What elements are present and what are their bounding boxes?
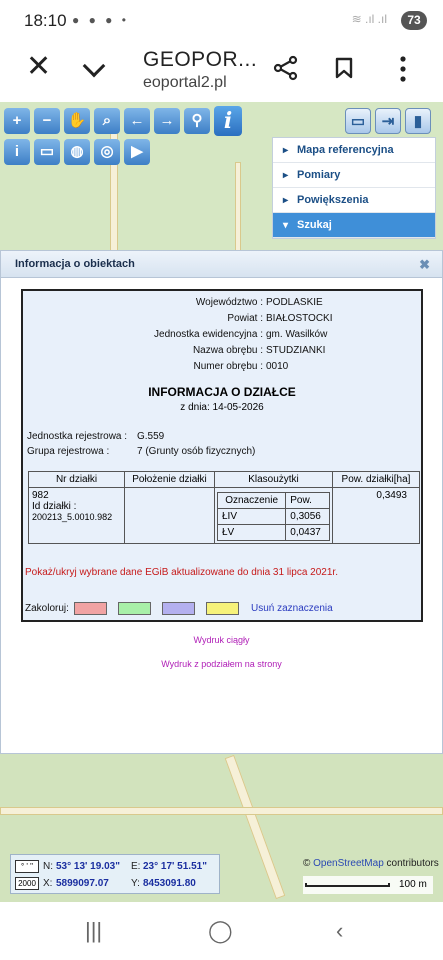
parcel-id-label: Id działki : (32, 501, 77, 512)
table-row (29, 488, 420, 544)
zoom-in-icon[interactable]: + (4, 108, 30, 134)
e-label: E: (131, 861, 141, 872)
print-continuous-link[interactable]: Wydruk ciągły (193, 635, 250, 645)
zoom-window-icon[interactable]: ⌕ (94, 108, 120, 134)
map-toolbar (4, 106, 244, 166)
reg-unit-label: Jednostka rejestrowa : (27, 431, 128, 442)
color-swatch-yellow[interactable] (206, 602, 239, 615)
parcel-number-cell (29, 488, 125, 544)
n-label: N: (43, 861, 53, 872)
globe-icon[interactable]: ◍ (64, 139, 90, 165)
field-key: Powiat : (227, 313, 263, 324)
object-info-dialog (0, 250, 443, 754)
land-class-table (217, 492, 330, 541)
table-row (218, 525, 330, 541)
n-value: 53° 13' 19.03" (56, 861, 120, 872)
identify-icon[interactable]: i (4, 139, 30, 165)
panel-toggle-icon[interactable]: ▮ (405, 108, 431, 134)
field-value: 0010 (266, 361, 289, 372)
dms-format-button[interactable]: ° ' " (15, 860, 39, 873)
close-icon[interactable]: ✕ (26, 50, 52, 83)
status-time: 18:10 (24, 11, 67, 30)
section-heading: INFORMACJA O DZIAŁCE (148, 385, 296, 399)
camera-icon[interactable]: ▶ (124, 139, 150, 165)
color-swatch-violet[interactable] (162, 602, 195, 615)
scale-label: 100 m (399, 879, 427, 890)
copyright: © (303, 858, 311, 869)
signal-icon: ≋ .ıl .ıl (351, 12, 387, 26)
battery-icon: 73 (401, 11, 427, 30)
reg-group-value: 7 (Grunty osób fizycznych) (137, 446, 256, 457)
link-icon[interactable]: ⚲ (184, 108, 210, 134)
attribution (303, 858, 439, 869)
land-class-cell (215, 488, 333, 544)
field-row (23, 329, 263, 341)
panel-item-reference-map[interactable]: ▸ Mapa referencyjna (273, 138, 435, 163)
field-value: gm. Wasilków (266, 329, 328, 340)
osm-link[interactable]: OpenStreetMap (313, 858, 384, 869)
window-icon[interactable]: ▭ (345, 108, 371, 134)
panel-item-search[interactable]: ▾ Szukaj (273, 213, 435, 238)
status-bar (0, 0, 443, 40)
toggle-egib-link[interactable]: Pokaż/ukryj wybrane dane EGiB aktualizowane do dnia 31 lipca 2021r. (25, 567, 338, 578)
side-panel (272, 137, 436, 239)
clear-selection-link[interactable]: Usuń zaznaczenia (251, 603, 333, 614)
x-value: 5899097.07 (56, 878, 109, 889)
pan-hand-icon[interactable]: ✋ (64, 108, 90, 134)
field-value: PODLASKIE (266, 297, 323, 308)
field-row (23, 297, 263, 309)
col-header: Klasoużytki (215, 472, 333, 488)
panel-item-measurements[interactable]: ▸ Pomiary (273, 163, 435, 188)
y-label: Y: (131, 878, 140, 889)
share-icon[interactable] (273, 55, 299, 81)
color-swatch-red[interactable] (74, 602, 107, 615)
arrow-left-icon[interactable]: ← (124, 108, 150, 134)
field-value: STUDZIANKI (266, 345, 326, 356)
color-swatch-green[interactable] (118, 602, 151, 615)
crs-format-button[interactable]: 2000 (15, 877, 39, 890)
print-pages-link[interactable]: Wydruk z podziałem na strony (161, 659, 282, 669)
map-road (0, 807, 443, 815)
field-key: Jednostka ewidencyjna : (154, 329, 263, 340)
bookmark-icon[interactable] (335, 57, 353, 79)
field-row (23, 361, 263, 373)
recents-icon[interactable]: ||| (85, 918, 103, 943)
class-area: 0,0437 (286, 525, 330, 541)
parcel-number: 982 (32, 490, 49, 501)
page-url[interactable]: eoportal2.pl (143, 74, 227, 91)
field-row (23, 345, 263, 357)
col-header: Pow. działki[ha] (333, 472, 420, 488)
more-menu-icon[interactable] (400, 56, 406, 82)
reg-group-label: Grupa rejestrowa : (27, 446, 110, 457)
field-value: BIAŁOSTOCKI (266, 313, 333, 324)
arrow-right-icon[interactable]: → (154, 108, 180, 134)
class-area: 0,3056 (286, 509, 330, 525)
color-label: Zakoloruj: (25, 603, 69, 614)
parcel-info-frame (21, 289, 423, 622)
location-cell (125, 488, 215, 544)
system-nav-bar (0, 902, 443, 960)
target-icon[interactable]: ◎ (94, 139, 120, 165)
field-key: Nazwa obrębu : (192, 345, 263, 356)
inner-header: Oznaczenie (218, 493, 286, 509)
scale-line (305, 883, 390, 887)
contributors-text: contributors (386, 858, 439, 869)
field-key: Numer obrębu : (193, 361, 263, 372)
parcel-area: 0,3493 (333, 488, 420, 544)
table-row (218, 509, 330, 525)
close-icon[interactable]: ✖ (419, 257, 430, 272)
x-label: X: (43, 878, 53, 889)
class-mark: ŁV (218, 525, 286, 541)
notification-icons: ● ● ● • (72, 13, 129, 27)
scale-bar (303, 876, 433, 894)
browser-toolbar (0, 40, 443, 102)
report-date: z dnia: 14-05-2026 (180, 402, 264, 413)
class-mark: ŁIV (218, 509, 286, 525)
field-row (23, 313, 263, 325)
info-icon[interactable]: i (214, 106, 242, 136)
export-icon[interactable]: ⇥ (375, 108, 401, 134)
field-key: Województwo : (195, 297, 263, 308)
home-icon[interactable]: ◯ (208, 918, 233, 943)
coordinates-panel (10, 854, 220, 894)
chevron-down-icon[interactable] (83, 55, 106, 78)
parcel-id: 200213_5.0010.982 (32, 512, 113, 522)
y-value: 8453091.80 (143, 878, 196, 889)
zoom-out-icon[interactable]: − (34, 108, 60, 134)
dialog-header (1, 251, 442, 278)
measure-ruler-icon[interactable]: ▭ (34, 139, 60, 165)
page-title: GEOPOR... (143, 48, 258, 71)
panel-item-zooms[interactable]: ▸ Powiększenia (273, 188, 435, 213)
col-header: Położenie działki (125, 472, 215, 488)
inner-header: Pow. (286, 493, 330, 509)
parcel-table (28, 471, 420, 544)
dialog-title: Informacja o obiektach (15, 258, 135, 270)
e-value: 23° 17' 51.51" (143, 861, 207, 872)
back-icon[interactable]: ‹ (336, 918, 344, 943)
col-header: Nr działki (29, 472, 125, 488)
reg-unit-value: G.559 (137, 431, 165, 442)
map-road (235, 162, 241, 252)
